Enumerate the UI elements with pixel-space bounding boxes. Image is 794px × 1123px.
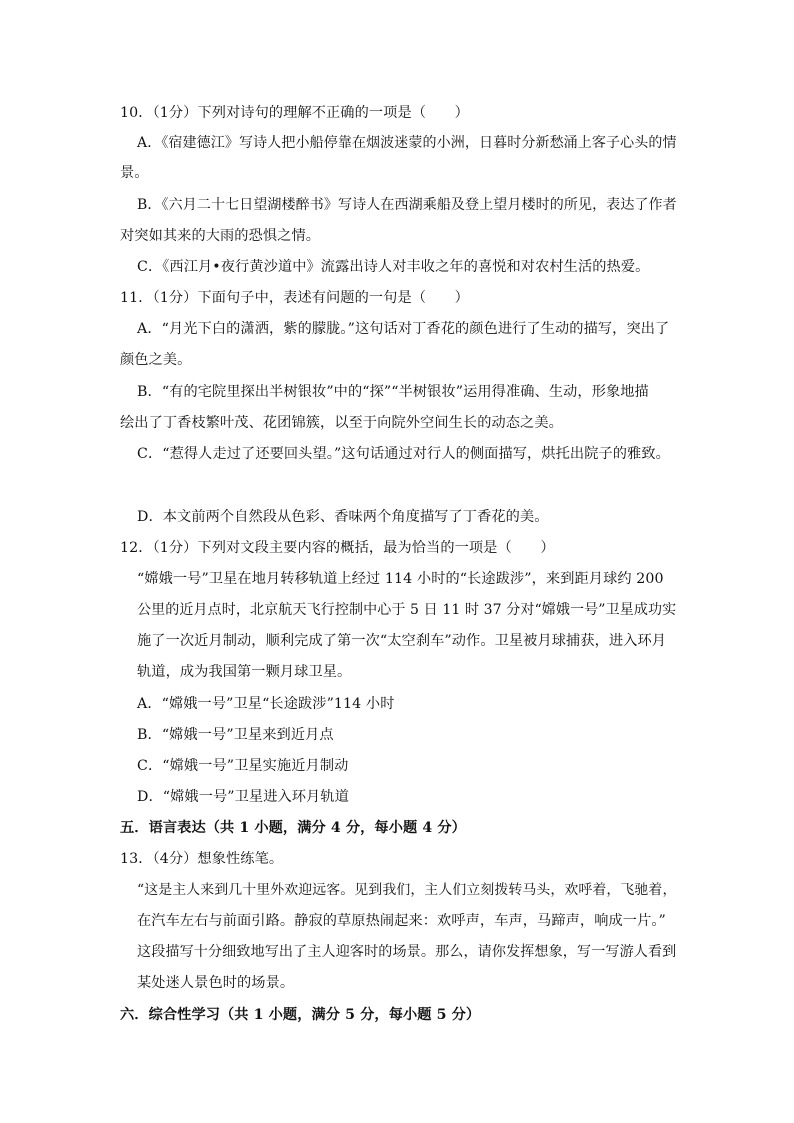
q10-option-a-line2: 景。 [120,165,149,181]
q11-option-b-line2: 绘出了丁香枝繁叶茂、花团锦簇，以至于向院外空间生长的动态之美。 [120,415,563,431]
q10-option-b-line1: B．《六月二十七日望湖楼醉书》写诗人在西湖乘船及登上望月楼时的所见，表达了作者 [137,197,677,213]
section-6-heading: 六．综合性学习（共 1 小题，满分 5 分，每小题 5 分） [120,1007,481,1023]
q12-option-a: A．“嫦娥一号”卫星“长途跋涉”114 小时 [137,696,395,712]
q13-passage-line2: 在汽车左右与前面引路。静寂的草原热闹起来：欢呼声，车声，马蹄声，响成一片。” [137,913,666,929]
q12-stem: 12．（1分）下列对文段主要内容的概括，最为恰当的一项是（ ） [120,540,555,556]
q10-option-c: C．《西江月•夜行黄沙道中》流露出诗人对丰收之年的喜悦和对农村生活的热爱。 [137,259,650,275]
q13-passage-line3: 这段描写十分细致地写出了主人迎客时的场景。那么，请你发挥想象，写一写游人看到 [137,944,677,960]
q12-passage-line4: 轨道，成为我国第一颗月球卫星。 [137,664,352,680]
q11-option-a-line2: 颜色之美。 [120,352,192,368]
q11-stem: 11．（1分）下面句子中，表述有问题的一句是（ ） [120,290,469,306]
q10-option-b-line2: 对突如其来的大雨的恐惧之情。 [120,228,321,244]
q13-passage-line1: “这是主人来到几十里外欢迎远客。见到我们，主人们立刻拨转马头，欢呼着，飞驰着， [137,882,677,898]
q12-passage-line1: “嫦娥一号”卫星在地月转移轨道上经过 114 小时的“长途跋涉”，来到距月球约 200 [137,571,664,587]
q11-option-d: D．本文前两个自然段从色彩、香味两个角度描写了丁香花的美。 [137,509,549,525]
section-5-heading: 五．语言表达（共 1 小题，满分 4 分，每小题 4 分） [120,820,466,836]
q10-option-a-line1: A．《宿建德江》写诗人把小船停靠在烟波迷蒙的小洲，日暮时分新愁涌上客子心头的情 [137,135,677,151]
q12-option-b: B．“嫦娥一号”卫星来到近月点 [137,727,334,743]
q12-passage-line2: 公里的近月点时，北京航天飞行控制中心于 5 日 11 时 37 分对“嫦娥一号”卫星成功实 [137,602,677,618]
q11-option-a-line1: A．“月光下白的潇洒，紫的朦胧。”这句话对丁香花的颜色进行了生动的描写，突出了 [137,321,670,337]
q11-option-b-line1: B．“有的宅院里探出半树银妆”中的“探”“半树银妆”运用得准确、生动，形象地描 [137,384,649,400]
q13-passage-line4: 某处迷人景色时的场景。 [137,975,295,991]
q12-passage-line3: 施了一次近月制动，顺利完成了第一次“太空刹车”动作。卫星被月球捕获，进入环月 [137,633,667,649]
q12-option-d: D．“嫦娥一号”卫星进入环月轨道 [137,789,349,805]
q11-option-c: C．“惹得人走过了还要回头望。”这句话通过对行人的侧面描写，烘托出院子的雅致。 [137,446,670,462]
q10-stem: 10．（1分）下列对诗句的理解不正确的一项是（ ） [120,105,469,121]
q13-stem: 13．（4分）想象性练笔。 [120,851,284,867]
q12-option-c: C．“嫦娥一号”卫星实施近月制动 [137,758,349,774]
